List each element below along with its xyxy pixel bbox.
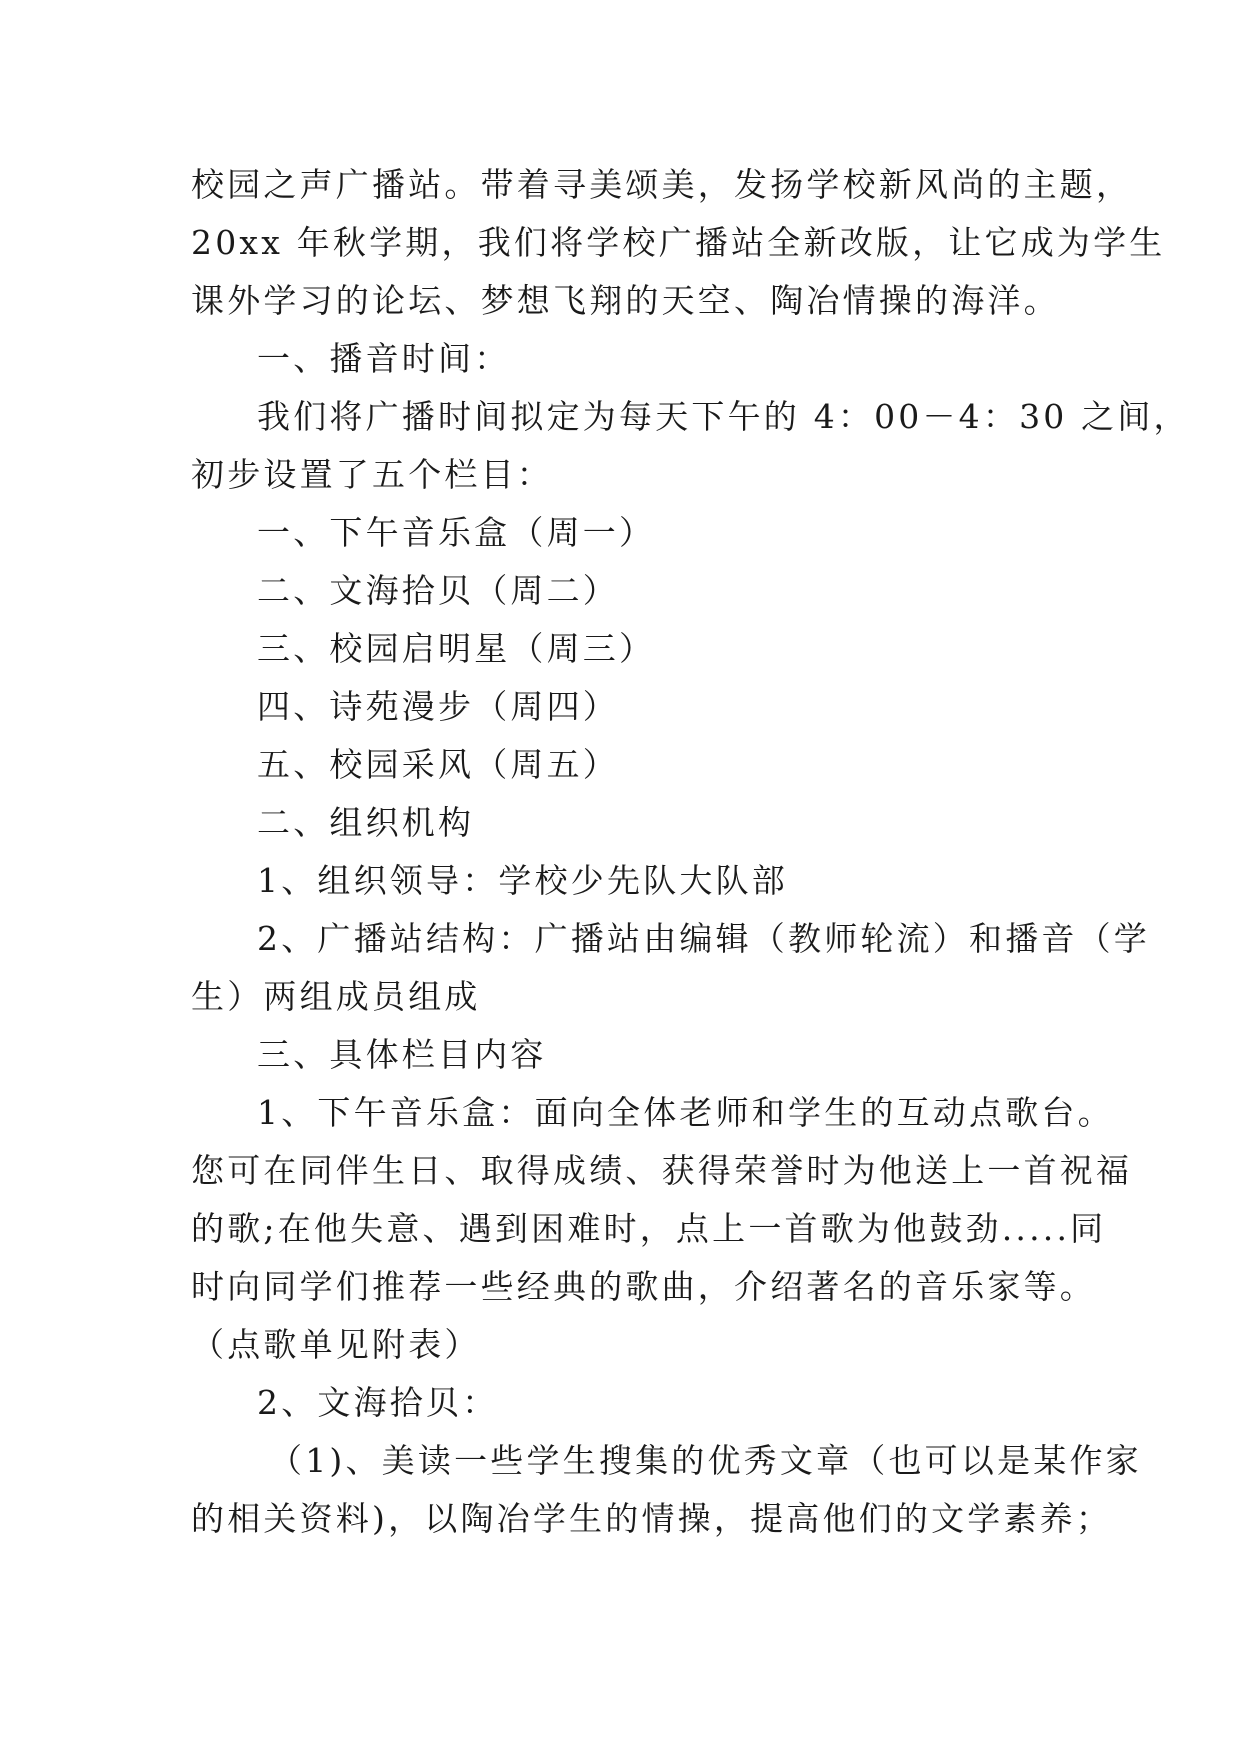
section-heading-organization: 二、组织机构 (257, 803, 475, 842)
paragraph-line: 生）两组成员组成 (191, 977, 481, 1016)
paragraph-line: 2、文海拾贝： (257, 1383, 499, 1422)
list-item-program: 五、校园采风（周五） (257, 745, 619, 784)
paragraph-line: 的歌;在他失意、遇到困难时，点上一首歌为他鼓劲.....同 (191, 1209, 1107, 1248)
list-item-program: 一、下午音乐盒（周一） (257, 513, 656, 552)
list-item-program: 二、文海拾贝（周二） (257, 571, 619, 610)
paragraph-line: 1、组织领导：学校少先队大队部 (257, 861, 788, 900)
section-heading-broadcast-time: 一、播音时间： (257, 339, 511, 378)
paragraph-line: 课外学习的论坛、梦想飞翔的天空、陶冶情操的海洋。 (191, 281, 1060, 320)
paragraph-line: （点歌单见附表） (191, 1325, 481, 1364)
paragraph-line: 校园之声广播站。带着寻美颂美，发扬学校新风尚的主题， (191, 165, 1133, 204)
paragraph-line: 的相关资料)，以陶冶学生的情操，提高他们的文学素养； (191, 1499, 1113, 1538)
paragraph-line: 初步设置了五个栏目： (191, 455, 553, 494)
paragraph-line: 2、广播站结构：广播站由编辑（教师轮流）和播音（学 (257, 919, 1150, 958)
paragraph-line: 1、下午音乐盒：面向全体老师和学生的互动点歌台。 (257, 1093, 1114, 1132)
paragraph-line: 我们将广播时间拟定为每天下午的 4：00－4：30 之间， (257, 397, 1190, 436)
paragraph-line: 您可在同伴生日、取得成绩、获得荣誉时为他送上一首祝福 (191, 1151, 1133, 1190)
section-heading-program-content: 三、具体栏目内容 (257, 1035, 547, 1074)
list-item-program: 四、诗苑漫步（周四） (257, 687, 619, 726)
paragraph-line: 20xx 年秋学期，我们将学校广播站全新改版，让它成为学生 (191, 223, 1166, 262)
paragraph-line: （1)、美读一些学生搜集的优秀文章（也可以是某作家 (269, 1441, 1142, 1480)
paragraph-line: 时向同学们推荐一些经典的歌曲，介绍著名的音乐家等。 (191, 1267, 1096, 1306)
list-item-program: 三、校园启明星（周三） (257, 629, 656, 668)
